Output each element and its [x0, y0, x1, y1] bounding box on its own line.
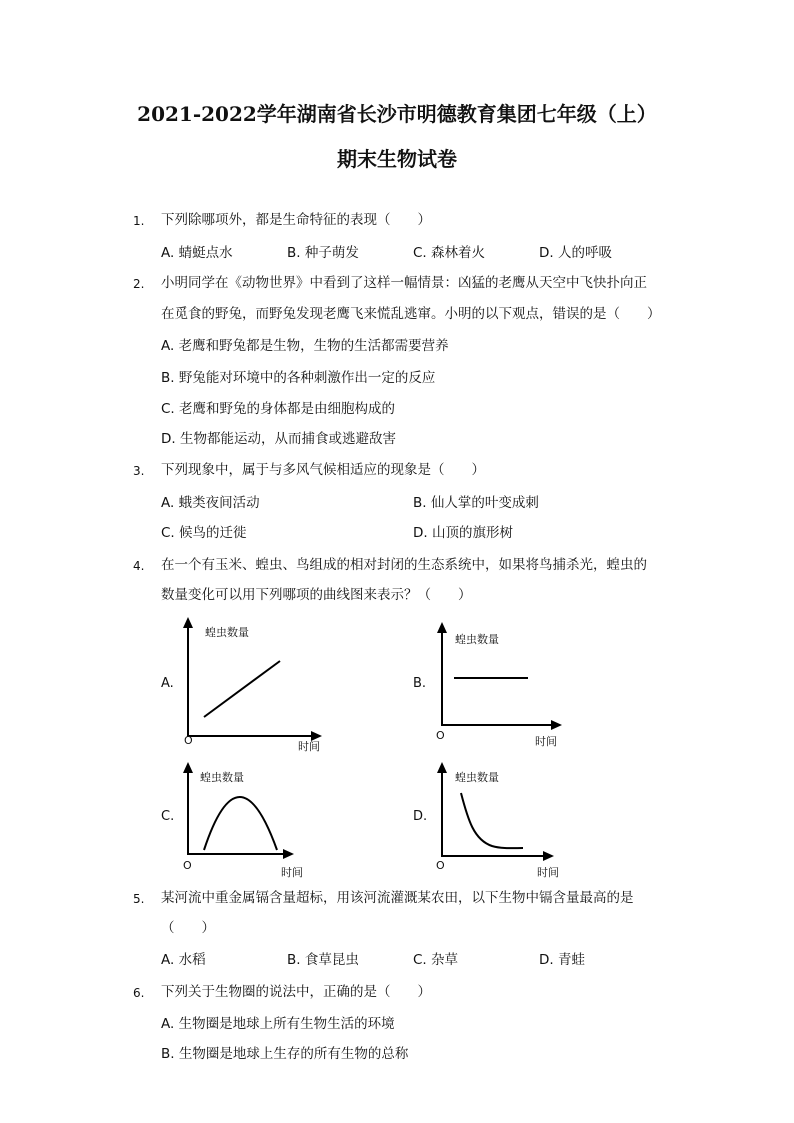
option-d[interactable]: D. 山顶的旗形树 [413, 525, 513, 541]
graph-a-plot [175, 615, 335, 755]
origin-label: O [184, 734, 193, 747]
question-stem: 下列关于生物圈的说法中，正确的是（ ） [161, 984, 431, 1000]
option-b[interactable]: B. 生物圈是地球上生存的所有生物的总称 [161, 1046, 409, 1062]
option-a[interactable]: A. 老鹰和野兔都是生物，生物的生活都需要营养 [161, 338, 449, 354]
question-number: 1. [133, 214, 145, 228]
option-c[interactable]: C. 候鸟的迁徙 [161, 525, 247, 541]
option-b[interactable]: B. 种子萌发 [287, 245, 359, 261]
question-number: 3. [133, 464, 145, 478]
option-c[interactable]: C. 杂草 [413, 952, 459, 968]
question-number: 4. [133, 559, 145, 573]
y-axis-label: 蝗虫数量 [200, 771, 244, 784]
y-axis-label: 蝗虫数量 [455, 633, 499, 646]
option-a[interactable]: A. 蛾类夜间活动 [161, 495, 260, 511]
graph-b-plot [430, 620, 570, 740]
y-axis-arrow [437, 762, 447, 773]
question-number: 6. [133, 986, 145, 1000]
question-stem-line1: 在一个有玉米、蝗虫、鸟组成的相对封闭的生态系统中，如果将鸟捕杀光，蝗虫的 [161, 557, 647, 573]
question-stem-line1: 某河流中重金属镉含量超标，用该河流灌溉某农田，以下生物中镉含量最高的是 [161, 890, 634, 906]
y-axis-arrow [183, 762, 193, 773]
origin-label: O [436, 729, 445, 742]
question-stem-line2: 数量变化可以用下列哪项的曲线图来表示？（ ） [161, 587, 472, 603]
option-b[interactable]: B. 仙人掌的叶变成刺 [413, 495, 539, 511]
origin-label: O [183, 859, 192, 872]
option-b[interactable]: B. 野兔能对环境中的各种刺激作出一定的反应 [161, 370, 436, 386]
option-b[interactable]: B. 食草昆虫 [287, 952, 359, 968]
x-axis-arrow [283, 849, 294, 859]
option-c[interactable]: C. 森林着火 [413, 245, 486, 261]
x-axis-arrow [551, 720, 562, 730]
option-c[interactable]: C. 老鹰和野兔的身体都是由细胞构成的 [161, 401, 396, 417]
exam-title-line1: 2021-2022学年湖南省长沙市明德教育集团七年级（上） [137, 102, 657, 126]
x-axis-label: 时间 [535, 735, 557, 748]
curve-bell [204, 797, 277, 850]
question-number: 5. [133, 892, 145, 906]
curve-rising-line [204, 661, 280, 717]
question-stem: 下列现象中，属于与多风气候相适应的现象是（ ） [161, 462, 485, 478]
option-a[interactable]: A. 生物圈是地球上所有生物生活的环境 [161, 1016, 395, 1032]
origin-label: O [436, 859, 445, 872]
question-stem-line2: 在觅食的野兔，而野兔发现老鹰飞来慌乱逃窜。小明的以下观点，错误的是（ ） [161, 306, 661, 322]
question-stem-line1: 小明同学在《动物世界》中看到了这样一幅情景：凶猛的老鹰从天空中飞快扑向正 [161, 275, 647, 291]
option-d[interactable]: D. 生物都能运动，从而捕食或逃避敌害 [161, 431, 396, 447]
y-axis-arrow [183, 617, 193, 628]
question-stem: 下列除哪项外，都是生命特征的表现（ ） [161, 212, 431, 228]
option-a-letter: A. [161, 676, 174, 691]
option-c-letter: C. [161, 809, 175, 824]
option-b-letter: B. [413, 676, 427, 691]
question-number: 2. [133, 277, 145, 291]
option-d[interactable]: D. 人的呼吸 [539, 245, 612, 261]
x-axis-arrow [543, 851, 554, 861]
option-a[interactable]: A. 蜻蜓点水 [161, 245, 233, 261]
x-axis-label: 时间 [298, 740, 320, 753]
x-axis-label: 时间 [537, 866, 559, 879]
x-axis-label: 时间 [281, 866, 303, 879]
option-d[interactable]: D. 青蛙 [539, 952, 585, 968]
y-axis-label: 蝗虫数量 [205, 626, 249, 639]
y-axis-label: 蝗虫数量 [455, 771, 499, 784]
question-stem-line2: （ ） [161, 920, 215, 936]
option-d-letter: D. [413, 809, 428, 824]
option-a[interactable]: A. 水稻 [161, 952, 206, 968]
curve-decay [461, 793, 523, 848]
y-axis-arrow [437, 622, 447, 633]
exam-title-line2: 期末生物试卷 [337, 147, 457, 171]
